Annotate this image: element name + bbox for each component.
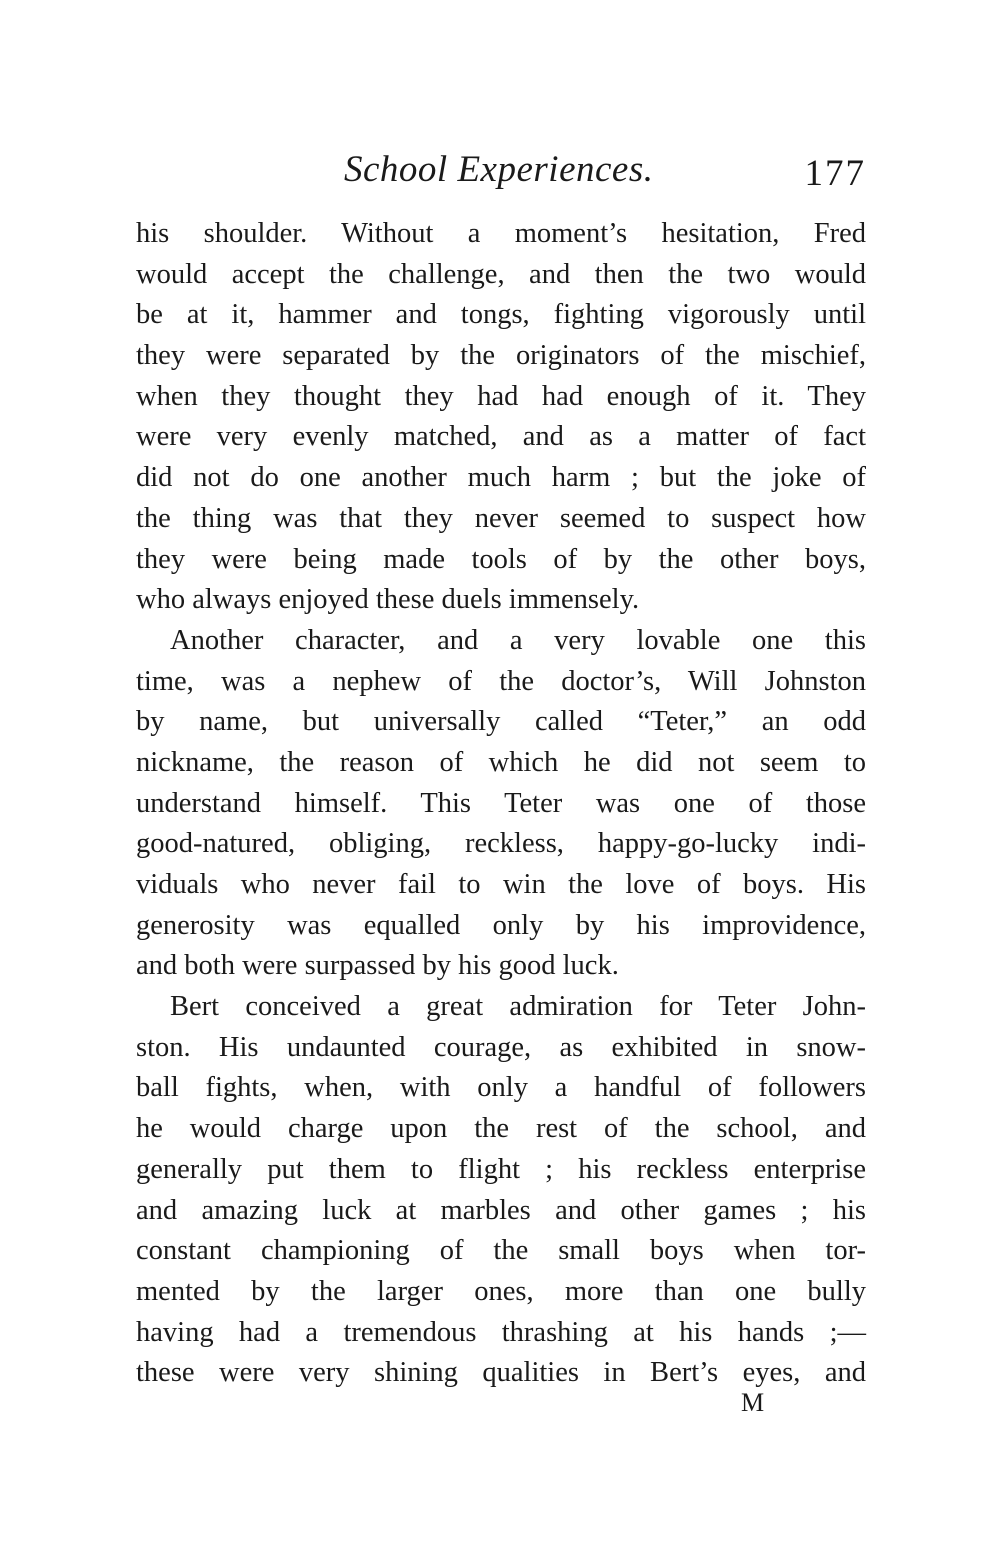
text-line: they were separated by the originators of the mischief, (136, 340, 866, 372)
text-line: Bert conceived a great admiration for Teter John- (170, 991, 866, 1023)
text-line: nickname, the reason of which he did not seem to (136, 746, 866, 778)
text-line: good-natured, obliging, reckless, happy-go-lucky indi- (136, 828, 866, 860)
text-line: who always enjoyed these duels immensely. (136, 584, 640, 616)
text-line: constant championing of the small boys when tor- (136, 1235, 866, 1267)
text-line: ball fights, when, with only a handful of followers (136, 1072, 866, 1104)
text-line: having had a tremendous thrashing at his hands ;— (136, 1316, 866, 1348)
text-line: these were very shining qualities in Bert’s eyes, and (136, 1357, 866, 1389)
running-title: School Experiences. (344, 149, 654, 190)
text-line: when they thought they had had enough of it. They (136, 380, 866, 412)
paragraph-2 (136, 621, 866, 987)
text-line: did not do one another much harm ; but the joke of (136, 462, 866, 494)
text-line: they were being made tools of by the other boys, (136, 543, 866, 575)
paragraph-1 (136, 214, 866, 621)
text-line: ston. His undaunted courage, as exhibited in snow- (136, 1031, 866, 1063)
text-line: be at it, hammer and tongs, fighting vigorously until (136, 299, 866, 331)
text-line: his shoulder. Without a moment’s hesitation, Fred (136, 218, 866, 249)
running-header (136, 148, 868, 198)
text-line: by name, but universally called “Teter,” an odd (136, 706, 866, 738)
text-line: mented by the larger ones, more than one bully (136, 1275, 866, 1307)
text-line: viduals who never fail to win the love of boys. His (136, 869, 866, 900)
text-line: would accept the challenge, and then the two would (136, 258, 866, 290)
text-line: understand himself. This Teter was one of those (136, 787, 866, 819)
text-line: generosity was equalled only by his improvidence, (136, 909, 866, 941)
text-line: Another character, and a very lovable one this (170, 624, 866, 656)
paragraph-3 (136, 987, 866, 1394)
text-line: time, was a nephew of the doctor’s, Will Johnston (136, 665, 866, 697)
text-line: were very evenly matched, and as a matter of fact (136, 421, 866, 453)
text-line: he would charge upon the rest of the school, and (136, 1113, 866, 1145)
text-line: generally put them to flight ; his reckless enterprise (136, 1153, 866, 1185)
text-line: and both were surpassed by his good luck. (136, 950, 619, 982)
text-line: the thing was that they never seemed to suspect how (136, 502, 866, 534)
signature-mark: M (741, 1388, 765, 1417)
body-text (136, 214, 866, 1394)
text-line: and amazing luck at marbles and other games ; his (136, 1194, 866, 1226)
page-number: 177 (804, 153, 866, 194)
